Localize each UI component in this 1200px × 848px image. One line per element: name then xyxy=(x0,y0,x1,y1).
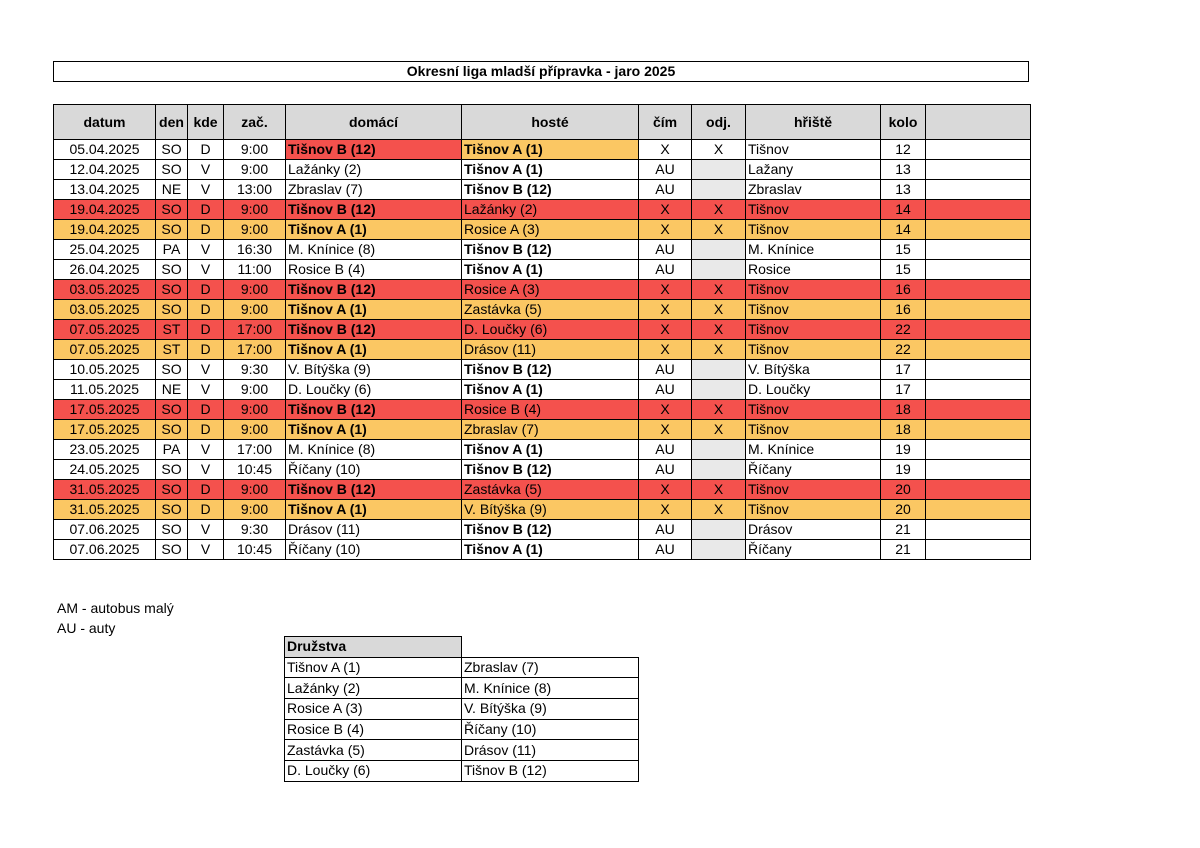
cell-zac: 9:00 xyxy=(224,380,286,400)
cell-domaci: M. Knínice (8) xyxy=(286,240,462,260)
cell-den: SO xyxy=(156,200,188,220)
cell-zac: 9:00 xyxy=(224,200,286,220)
cell-extra xyxy=(926,300,1031,320)
cell-hoste: V. Bítýška (9) xyxy=(462,500,639,520)
cell-hoste: Rosice B (4) xyxy=(462,400,639,420)
legend-au: AU - auty xyxy=(57,620,116,636)
cell-hriste: Říčany xyxy=(746,460,881,480)
teams-row xyxy=(285,719,639,740)
cell-hriste: Tišnov xyxy=(746,140,881,160)
cell-domaci: Říčany (10) xyxy=(286,460,462,480)
cell-odj: X xyxy=(692,420,746,440)
cell-zac: 17:00 xyxy=(224,340,286,360)
cell-den: SO xyxy=(156,420,188,440)
team-name: Rosice A (3) xyxy=(285,699,462,720)
cell-hriste: Tišnov xyxy=(746,220,881,240)
cell-den: SO xyxy=(156,400,188,420)
cell-kde: D xyxy=(188,320,224,340)
cell-hoste: Tišnov A (1) xyxy=(462,380,639,400)
teams-row xyxy=(285,657,639,678)
cell-cim: AU xyxy=(639,360,692,380)
teams-body xyxy=(285,637,639,782)
cell-hriste: Tišnov xyxy=(746,200,881,220)
cell-hoste: Tišnov B (12) xyxy=(462,360,639,380)
cell-datum: 17.05.2025 xyxy=(54,420,156,440)
cell-den: ST xyxy=(156,340,188,360)
cell-zac: 16:30 xyxy=(224,240,286,260)
cell-kolo: 15 xyxy=(881,240,926,260)
cell-odj: X xyxy=(692,200,746,220)
header-kde: kde xyxy=(188,105,224,140)
cell-zac: 11:00 xyxy=(224,260,286,280)
schedule-table xyxy=(53,104,1031,560)
cell-kde: V xyxy=(188,360,224,380)
cell-domaci: Tišnov B (12) xyxy=(286,320,462,340)
team-name: Rosice B (4) xyxy=(285,719,462,740)
cell-cim: AU xyxy=(639,380,692,400)
cell-zac: 9:00 xyxy=(224,220,286,240)
cell-cim: X xyxy=(639,340,692,360)
teams-row xyxy=(285,699,639,720)
cell-extra xyxy=(926,480,1031,500)
schedule-header-row xyxy=(54,105,1031,140)
cell-kolo: 17 xyxy=(881,380,926,400)
cell-kde: V xyxy=(188,520,224,540)
cell-datum: 23.05.2025 xyxy=(54,440,156,460)
cell-extra xyxy=(926,260,1031,280)
cell-cim: AU xyxy=(639,180,692,200)
cell-kolo: 21 xyxy=(881,540,926,560)
cell-kolo: 16 xyxy=(881,300,926,320)
cell-hriste: Rosice xyxy=(746,260,881,280)
cell-hriste: Tišnov xyxy=(746,480,881,500)
header-domaci: domácí xyxy=(286,105,462,140)
cell-den: ST xyxy=(156,320,188,340)
cell-extra xyxy=(926,360,1031,380)
cell-cim: X xyxy=(639,500,692,520)
table-row xyxy=(54,460,1031,480)
cell-kolo: 20 xyxy=(881,480,926,500)
cell-hriste: D. Loučky xyxy=(746,380,881,400)
cell-zac: 9:00 xyxy=(224,480,286,500)
cell-extra xyxy=(926,520,1031,540)
cell-zac: 9:00 xyxy=(224,420,286,440)
cell-kde: D xyxy=(188,400,224,420)
cell-den: PA xyxy=(156,240,188,260)
cell-kde: V xyxy=(188,440,224,460)
cell-odj xyxy=(692,540,746,560)
table-row xyxy=(54,420,1031,440)
legend-am: AM - autobus malý xyxy=(57,600,174,616)
cell-odj: X xyxy=(692,480,746,500)
cell-datum: 31.05.2025 xyxy=(54,480,156,500)
header-odj: odj. xyxy=(692,105,746,140)
cell-extra xyxy=(926,420,1031,440)
table-row xyxy=(54,180,1031,200)
table-row xyxy=(54,260,1031,280)
cell-datum: 13.04.2025 xyxy=(54,180,156,200)
cell-hriste: Drásov xyxy=(746,520,881,540)
cell-datum: 05.04.2025 xyxy=(54,140,156,160)
cell-cim: X xyxy=(639,400,692,420)
table-row xyxy=(54,200,1031,220)
cell-den: SO xyxy=(156,480,188,500)
cell-datum: 17.05.2025 xyxy=(54,400,156,420)
cell-kolo: 18 xyxy=(881,400,926,420)
cell-den: SO xyxy=(156,520,188,540)
cell-domaci: Tišnov B (12) xyxy=(286,140,462,160)
cell-extra xyxy=(926,140,1031,160)
cell-datum: 07.06.2025 xyxy=(54,540,156,560)
schedule-body xyxy=(54,140,1031,560)
cell-kolo: 20 xyxy=(881,500,926,520)
cell-odj xyxy=(692,240,746,260)
cell-cim: X xyxy=(639,140,692,160)
cell-kolo: 18 xyxy=(881,420,926,440)
cell-odj xyxy=(692,180,746,200)
cell-den: NE xyxy=(156,380,188,400)
cell-extra xyxy=(926,500,1031,520)
cell-kde: D xyxy=(188,300,224,320)
cell-hoste: Tišnov B (12) xyxy=(462,240,639,260)
cell-extra xyxy=(926,200,1031,220)
cell-datum: 03.05.2025 xyxy=(54,280,156,300)
cell-odj xyxy=(692,380,746,400)
table-row xyxy=(54,540,1031,560)
cell-cim: X xyxy=(639,220,692,240)
team-name: D. Loučky (6) xyxy=(285,761,462,782)
cell-odj: X xyxy=(692,220,746,240)
cell-den: SO xyxy=(156,260,188,280)
team-name: Tišnov B (12) xyxy=(462,761,639,782)
cell-zac: 17:00 xyxy=(224,320,286,340)
cell-odj xyxy=(692,260,746,280)
cell-odj xyxy=(692,360,746,380)
cell-kolo: 14 xyxy=(881,220,926,240)
cell-zac: 10:45 xyxy=(224,460,286,480)
cell-den: SO xyxy=(156,360,188,380)
header-hoste: hosté xyxy=(462,105,639,140)
cell-kde: D xyxy=(188,480,224,500)
cell-extra xyxy=(926,320,1031,340)
cell-domaci: Tišnov B (12) xyxy=(286,480,462,500)
cell-zac: 9:00 xyxy=(224,280,286,300)
cell-extra xyxy=(926,440,1031,460)
cell-datum: 12.04.2025 xyxy=(54,160,156,180)
team-name: Zastávka (5) xyxy=(285,740,462,761)
cell-datum: 11.05.2025 xyxy=(54,380,156,400)
cell-hoste: Tišnov A (1) xyxy=(462,260,639,280)
cell-odj: X xyxy=(692,400,746,420)
cell-zac: 10:45 xyxy=(224,540,286,560)
teams-table xyxy=(284,636,639,782)
cell-hriste: Tišnov xyxy=(746,420,881,440)
table-row xyxy=(54,220,1031,240)
cell-kolo: 22 xyxy=(881,340,926,360)
cell-datum: 19.04.2025 xyxy=(54,220,156,240)
cell-hoste: D. Loučky (6) xyxy=(462,320,639,340)
cell-cim: X xyxy=(639,200,692,220)
cell-domaci: Tišnov A (1) xyxy=(286,420,462,440)
cell-extra xyxy=(926,220,1031,240)
cell-hoste: Zastávka (5) xyxy=(462,300,639,320)
cell-odj: X xyxy=(692,280,746,300)
table-row xyxy=(54,240,1031,260)
cell-hriste: Lažany xyxy=(746,160,881,180)
cell-kde: V xyxy=(188,180,224,200)
teams-row xyxy=(285,761,639,782)
table-row xyxy=(54,480,1031,500)
cell-extra xyxy=(926,340,1031,360)
table-row xyxy=(54,280,1031,300)
cell-hoste: Zbraslav (7) xyxy=(462,420,639,440)
cell-extra xyxy=(926,240,1031,260)
cell-hriste: Tišnov xyxy=(746,340,881,360)
cell-kde: D xyxy=(188,500,224,520)
teams-row xyxy=(285,740,639,761)
cell-kde: D xyxy=(188,280,224,300)
cell-cim: X xyxy=(639,480,692,500)
cell-kolo: 15 xyxy=(881,260,926,280)
cell-hriste: Tišnov xyxy=(746,400,881,420)
cell-extra xyxy=(926,540,1031,560)
team-name: Zbraslav (7) xyxy=(462,657,639,678)
cell-kolo: 17 xyxy=(881,360,926,380)
table-row xyxy=(54,400,1031,420)
cell-hoste: Tišnov A (1) xyxy=(462,140,639,160)
cell-hriste: V. Bítýška xyxy=(746,360,881,380)
cell-odj: X xyxy=(692,320,746,340)
cell-kde: D xyxy=(188,200,224,220)
cell-domaci: Rosice B (4) xyxy=(286,260,462,280)
cell-odj xyxy=(692,440,746,460)
cell-domaci: Tišnov B (12) xyxy=(286,200,462,220)
teams-header-blank xyxy=(462,637,639,658)
table-row xyxy=(54,500,1031,520)
cell-domaci: Říčany (10) xyxy=(286,540,462,560)
cell-hoste: Zastávka (5) xyxy=(462,480,639,500)
cell-datum: 07.05.2025 xyxy=(54,340,156,360)
cell-hoste: Drásov (11) xyxy=(462,340,639,360)
cell-extra xyxy=(926,380,1031,400)
cell-domaci: Drásov (11) xyxy=(286,520,462,540)
cell-hoste: Tišnov B (12) xyxy=(462,180,639,200)
header-hriste: hřiště xyxy=(746,105,881,140)
teams-header-row xyxy=(285,637,639,658)
cell-domaci: Tišnov A (1) xyxy=(286,300,462,320)
cell-zac: 9:00 xyxy=(224,160,286,180)
cell-hoste: Tišnov A (1) xyxy=(462,160,639,180)
table-row xyxy=(54,380,1031,400)
cell-kolo: 19 xyxy=(881,460,926,480)
cell-domaci: V. Bítýška (9) xyxy=(286,360,462,380)
teams-header: Družstva xyxy=(285,637,462,658)
table-row xyxy=(54,440,1031,460)
cell-hriste: Zbraslav xyxy=(746,180,881,200)
cell-den: PA xyxy=(156,440,188,460)
header-extra xyxy=(926,105,1031,140)
cell-hoste: Tišnov B (12) xyxy=(462,520,639,540)
cell-kde: V xyxy=(188,240,224,260)
cell-domaci: M. Knínice (8) xyxy=(286,440,462,460)
cell-kolo: 12 xyxy=(881,140,926,160)
cell-hriste: Tišnov xyxy=(746,280,881,300)
cell-kde: V xyxy=(188,160,224,180)
cell-zac: 9:00 xyxy=(224,300,286,320)
cell-domaci: Tišnov A (1) xyxy=(286,500,462,520)
cell-datum: 03.05.2025 xyxy=(54,300,156,320)
cell-den: SO xyxy=(156,300,188,320)
cell-odj: X xyxy=(692,500,746,520)
cell-domaci: Tišnov A (1) xyxy=(286,340,462,360)
cell-domaci: Tišnov B (12) xyxy=(286,280,462,300)
cell-extra xyxy=(926,280,1031,300)
cell-hoste: Tišnov A (1) xyxy=(462,440,639,460)
cell-zac: 13:00 xyxy=(224,180,286,200)
cell-den: SO xyxy=(156,500,188,520)
cell-cim: X xyxy=(639,320,692,340)
cell-zac: 9:30 xyxy=(224,520,286,540)
cell-extra xyxy=(926,160,1031,180)
cell-den: NE xyxy=(156,180,188,200)
team-name: V. Bítýška (9) xyxy=(462,699,639,720)
cell-datum: 07.06.2025 xyxy=(54,520,156,540)
table-row xyxy=(54,140,1031,160)
cell-datum: 31.05.2025 xyxy=(54,500,156,520)
cell-cim: AU xyxy=(639,460,692,480)
table-row xyxy=(54,340,1031,360)
team-name: M. Knínice (8) xyxy=(462,678,639,699)
cell-cim: AU xyxy=(639,520,692,540)
cell-zac: 9:30 xyxy=(224,360,286,380)
cell-hriste: Tišnov xyxy=(746,300,881,320)
cell-odj xyxy=(692,160,746,180)
table-row xyxy=(54,320,1031,340)
cell-cim: AU xyxy=(639,160,692,180)
cell-den: SO xyxy=(156,540,188,560)
cell-kde: V xyxy=(188,460,224,480)
cell-kolo: 16 xyxy=(881,280,926,300)
cell-datum: 07.05.2025 xyxy=(54,320,156,340)
cell-cim: AU xyxy=(639,540,692,560)
cell-cim: AU xyxy=(639,240,692,260)
cell-kolo: 13 xyxy=(881,180,926,200)
cell-hoste: Rosice A (3) xyxy=(462,280,639,300)
cell-domaci: Tišnov B (12) xyxy=(286,400,462,420)
page-title: Okresní liga mladší přípravka - jaro 2025 xyxy=(53,61,1029,82)
cell-hriste: Říčany xyxy=(746,540,881,560)
table-row xyxy=(54,360,1031,380)
cell-odj: X xyxy=(692,300,746,320)
table-row xyxy=(54,300,1031,320)
cell-cim: AU xyxy=(639,260,692,280)
cell-zac: 17:00 xyxy=(224,440,286,460)
cell-hoste: Tišnov B (12) xyxy=(462,460,639,480)
cell-den: SO xyxy=(156,460,188,480)
cell-cim: X xyxy=(639,300,692,320)
cell-domaci: D. Loučky (6) xyxy=(286,380,462,400)
cell-hriste: Tišnov xyxy=(746,500,881,520)
cell-datum: 19.04.2025 xyxy=(54,200,156,220)
cell-kolo: 14 xyxy=(881,200,926,220)
cell-domaci: Zbraslav (7) xyxy=(286,180,462,200)
cell-extra xyxy=(926,180,1031,200)
header-kolo: kolo xyxy=(881,105,926,140)
cell-kde: V xyxy=(188,540,224,560)
cell-datum: 26.04.2025 xyxy=(54,260,156,280)
team-name: Říčany (10) xyxy=(462,719,639,740)
teams-row xyxy=(285,678,639,699)
cell-extra xyxy=(926,460,1031,480)
cell-kde: D xyxy=(188,140,224,160)
cell-kolo: 22 xyxy=(881,320,926,340)
header-cim: čím xyxy=(639,105,692,140)
cell-datum: 25.04.2025 xyxy=(54,240,156,260)
cell-domaci: Lažánky (2) xyxy=(286,160,462,180)
cell-den: SO xyxy=(156,140,188,160)
cell-cim: X xyxy=(639,280,692,300)
team-name: Lažánky (2) xyxy=(285,678,462,699)
cell-kde: D xyxy=(188,420,224,440)
cell-kde: D xyxy=(188,220,224,240)
cell-extra xyxy=(926,400,1031,420)
cell-domaci: Tišnov A (1) xyxy=(286,220,462,240)
header-datum: datum xyxy=(54,105,156,140)
table-row xyxy=(54,160,1031,180)
cell-zac: 9:00 xyxy=(224,140,286,160)
cell-den: SO xyxy=(156,160,188,180)
team-name: Drásov (11) xyxy=(462,740,639,761)
header-den: den xyxy=(156,105,188,140)
cell-kde: D xyxy=(188,340,224,360)
cell-hriste: M. Knínice xyxy=(746,440,881,460)
header-zac: zač. xyxy=(224,105,286,140)
team-name: Tišnov A (1) xyxy=(285,657,462,678)
cell-den: SO xyxy=(156,280,188,300)
cell-cim: X xyxy=(639,420,692,440)
cell-hoste: Lažánky (2) xyxy=(462,200,639,220)
cell-odj xyxy=(692,520,746,540)
table-row xyxy=(54,520,1031,540)
cell-hriste: M. Knínice xyxy=(746,240,881,260)
cell-zac: 9:00 xyxy=(224,500,286,520)
cell-hoste: Tišnov A (1) xyxy=(462,540,639,560)
cell-zac: 9:00 xyxy=(224,400,286,420)
cell-kde: V xyxy=(188,380,224,400)
cell-datum: 24.05.2025 xyxy=(54,460,156,480)
cell-den: SO xyxy=(156,220,188,240)
cell-hoste: Rosice A (3) xyxy=(462,220,639,240)
cell-datum: 10.05.2025 xyxy=(54,360,156,380)
cell-hriste: Tišnov xyxy=(746,320,881,340)
cell-kolo: 21 xyxy=(881,520,926,540)
cell-odj: X xyxy=(692,140,746,160)
cell-kde: V xyxy=(188,260,224,280)
cell-kolo: 19 xyxy=(881,440,926,460)
cell-cim: AU xyxy=(639,440,692,460)
cell-odj xyxy=(692,460,746,480)
cell-odj: X xyxy=(692,340,746,360)
cell-kolo: 13 xyxy=(881,160,926,180)
